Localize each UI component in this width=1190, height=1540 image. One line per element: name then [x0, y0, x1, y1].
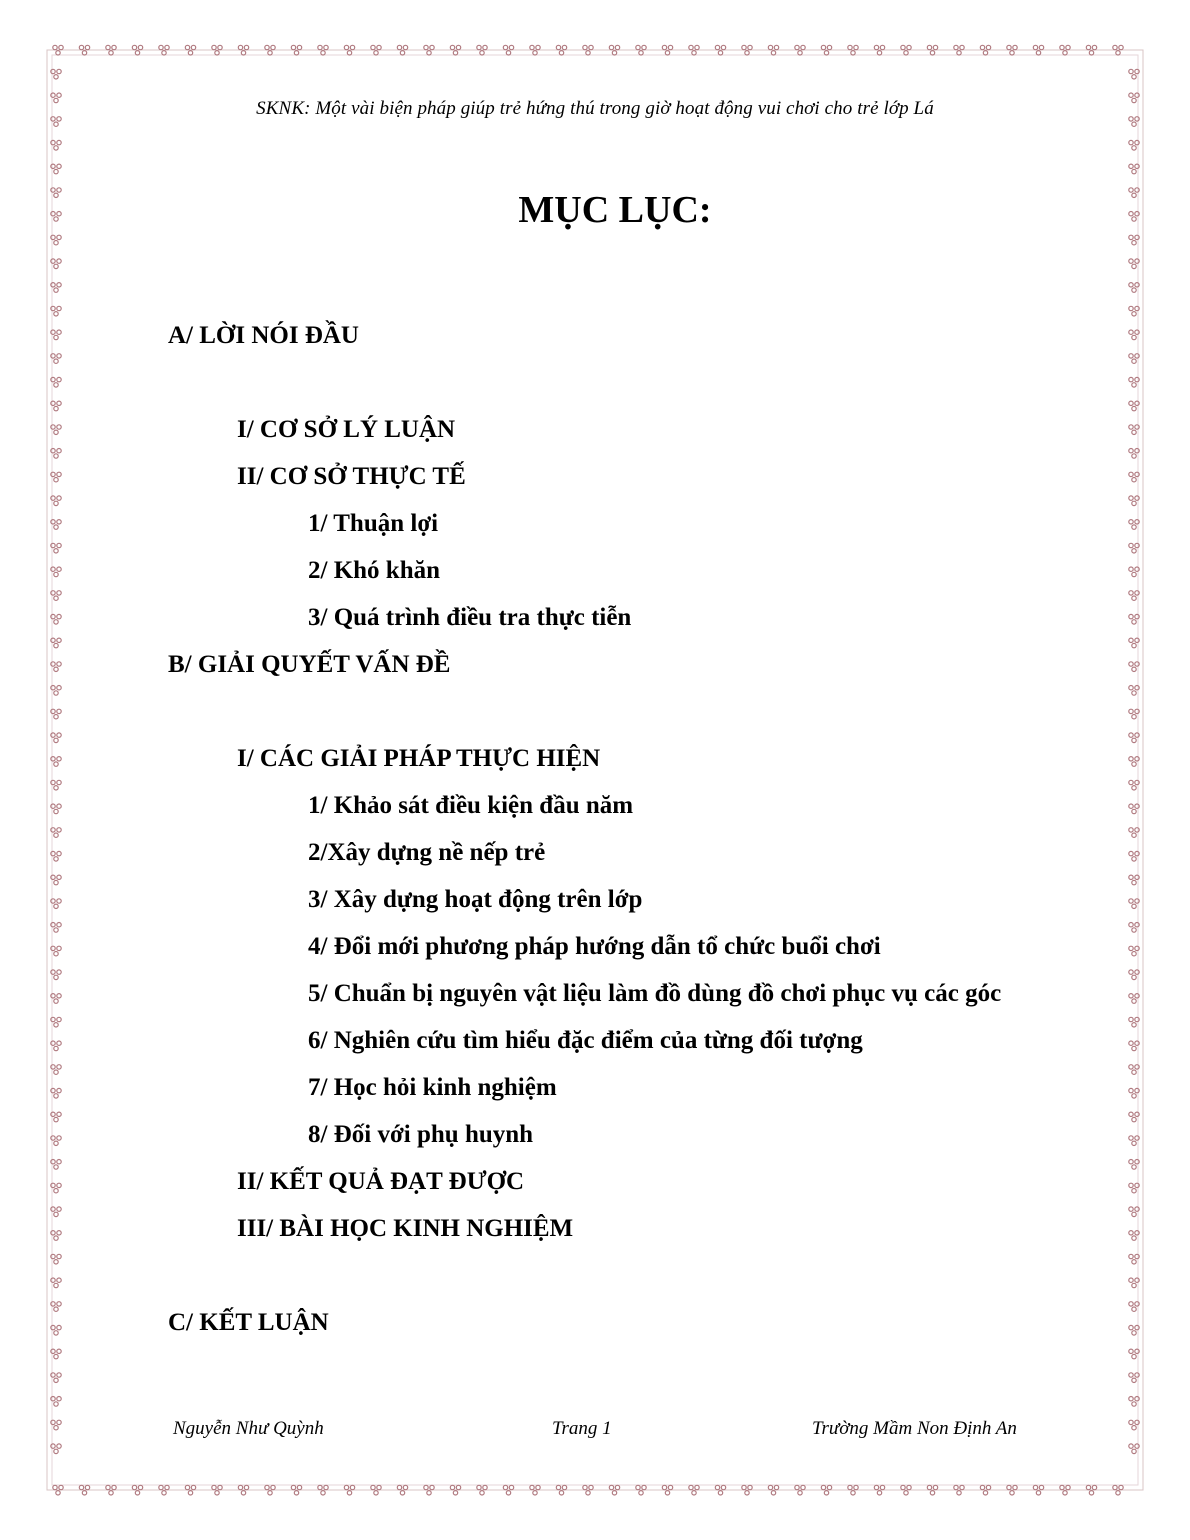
border-ornament: [159, 1485, 169, 1495]
border-ornament: [450, 45, 460, 55]
border-ornament: [530, 45, 540, 55]
border-ornament: [291, 45, 301, 55]
border-ornament: [132, 1485, 142, 1495]
border-ornament: [79, 1485, 89, 1495]
page-title: MỤC LỤC:: [518, 189, 712, 231]
border-ornament: [848, 1485, 858, 1495]
border-ornament: [874, 1485, 884, 1495]
border-ornament: [265, 45, 275, 55]
border-ornament: [238, 45, 248, 55]
toc-subitem-b1-4: 4/ Đổi mới phương pháp hướng dẫn tổ chức buổi chơi: [308, 933, 881, 960]
border-ornament: [424, 45, 434, 55]
border-ornament: [159, 45, 169, 55]
border-ornament: [1060, 45, 1070, 55]
border-ornament: [874, 45, 884, 55]
border-ornament: [927, 45, 937, 55]
border-ornament: [556, 45, 566, 55]
border-ornament: [848, 45, 858, 55]
border-ornament: [344, 45, 354, 55]
toc-subitem-b1-3: 3/ Xây dựng hoạt động trên lớp: [308, 886, 643, 913]
border-ornament: [901, 1485, 911, 1495]
border-ornament: [583, 1485, 593, 1495]
border-ornament: [689, 1485, 699, 1495]
border-ornament: [212, 45, 222, 55]
border-ornament: [742, 1485, 752, 1495]
toc-subitem-a2-3: 3/ Quá trình điều tra thực tiễn: [308, 604, 632, 631]
border-ornament: [79, 45, 89, 55]
border-ornament: [185, 45, 195, 55]
border-ornament: [715, 45, 725, 55]
border-ornament: [1060, 1485, 1070, 1495]
border-ornament: [424, 1485, 434, 1495]
border-ornament: [503, 45, 513, 55]
border-ornament: [265, 1485, 275, 1495]
border-ornament: [1033, 45, 1043, 55]
border-ornament: [450, 1485, 460, 1495]
border-ornament: [1007, 1485, 1017, 1495]
border-ornament: [662, 1485, 672, 1495]
border-ornament: [371, 1485, 381, 1495]
border-ornament: [477, 1485, 487, 1495]
footer-page-number: Trang 1: [552, 1418, 612, 1439]
toc-subitem-b1-6: 6/ Nghiên cứu tìm hiểu đặc điểm của từng đối tượng: [308, 1027, 863, 1054]
footer-school: Trường Mầm Non Định An: [812, 1418, 1017, 1439]
border-ornament: [291, 1485, 301, 1495]
border-ornament: [1113, 1485, 1123, 1495]
border-ornament: [1086, 1485, 1096, 1495]
toc-subitem-b1-2: 2/Xây dựng nề nếp trẻ: [308, 839, 546, 866]
border-ornament: [901, 45, 911, 55]
border-ornament: [689, 45, 699, 55]
footer-author: Nguyễn Như Quỳnh: [173, 1418, 324, 1439]
border-ornament: [636, 1485, 646, 1495]
border-ornament: [344, 1485, 354, 1495]
border-ornament: [583, 45, 593, 55]
border-ornament: [530, 1485, 540, 1495]
border-ornament: [1007, 45, 1017, 55]
toc-subitem-b1-8: 8/ Đối với phụ huynh: [308, 1121, 534, 1148]
border-ornament: [636, 45, 646, 55]
toc-item-a1: I/ CƠ SỞ LÝ LUẬN: [237, 416, 456, 443]
border-ornament: [795, 1485, 805, 1495]
toc-subitem-b1-1: 1/ Khảo sát điều kiện đầu năm: [308, 792, 634, 819]
border-ornament: [371, 45, 381, 55]
toc-item-a2: II/ CƠ SỞ THỰC TẾ: [237, 463, 466, 490]
border-ornament: [609, 1485, 619, 1495]
border-ornament: [397, 45, 407, 55]
toc-section-a: A/ LỜI NÓI ĐẦU: [168, 322, 359, 349]
toc-section-b: B/ GIẢI QUYẾT VẤN ĐỀ: [168, 651, 451, 678]
border-ornament: [1033, 1485, 1043, 1495]
border-ornament: [212, 1485, 222, 1495]
border-ornament: [954, 45, 964, 55]
page-header: SKNK: Một vài biện pháp giúp trẻ hứng thú trong giờ hoạt động vui chơi cho trẻ lớp Lá: [256, 98, 934, 119]
toc-subitem-a2-2: 2/ Khó khăn: [308, 557, 441, 584]
border-ornament: [609, 45, 619, 55]
border-ornament: [1113, 45, 1123, 55]
toc-subitem-b1-7: 7/ Học hỏi kinh nghiệm: [308, 1074, 557, 1101]
border-ornament: [715, 1485, 725, 1495]
border-ornament: [556, 1485, 566, 1495]
border-ornament: [768, 1485, 778, 1495]
border-ornament: [132, 45, 142, 55]
border-ornament: [106, 45, 116, 55]
border-ornament: [927, 1485, 937, 1495]
toc-item-b3: III/ BÀI HỌC KINH NGHIỆM: [237, 1215, 574, 1242]
border-ornament: [1086, 45, 1096, 55]
border-ornament: [53, 1485, 63, 1495]
border-ornament: [53, 45, 63, 55]
toc-item-b2: II/ KẾT QUẢ ĐẠT ĐƯỢC: [237, 1168, 525, 1195]
border-ornament: [106, 1485, 116, 1495]
border-ornament: [318, 45, 328, 55]
border-ornament: [954, 1485, 964, 1495]
border-ornament: [821, 1485, 831, 1495]
border-ornament: [768, 45, 778, 55]
border-ornament: [821, 45, 831, 55]
border-ornament: [503, 1485, 513, 1495]
border-ornament: [980, 45, 990, 55]
border-ornament: [742, 45, 752, 55]
border-ornament: [980, 1485, 990, 1495]
border-ornament: [238, 1485, 248, 1495]
toc-subitem-a2-1: 1/ Thuận lợi: [308, 510, 439, 537]
border-ornament: [397, 1485, 407, 1495]
border-ornament: [185, 1485, 195, 1495]
border-ornament: [318, 1485, 328, 1495]
toc-section-c: C/ KẾT LUẬN: [168, 1309, 329, 1336]
border-ornament: [477, 45, 487, 55]
border-ornament: [662, 45, 672, 55]
toc-item-b1: I/ CÁC GIẢI PHÁP THỰC HIỆN: [237, 745, 601, 772]
border-ornament: [795, 45, 805, 55]
toc-subitem-b1-5: 5/ Chuẩn bị nguyên vật liệu làm đồ dùng đồ chơi phục vụ các góc: [308, 980, 1002, 1007]
